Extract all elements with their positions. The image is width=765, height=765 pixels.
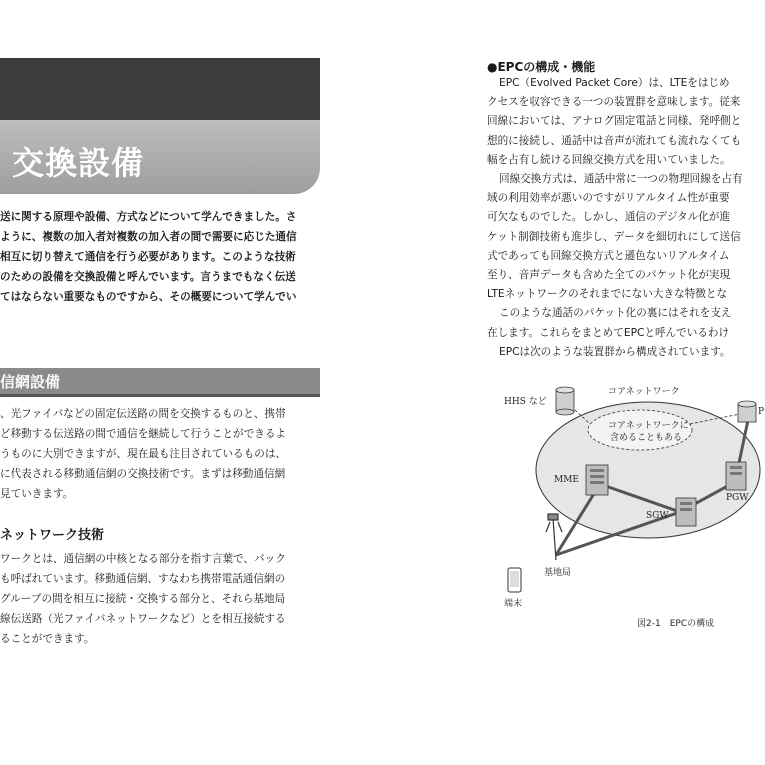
intro-line: ように、複数の加入者対複数の加入者の間で需要に応じた通信	[0, 231, 297, 243]
label-core-network: コアネットワーク	[608, 387, 680, 397]
section-heading-epc: ●EPCの構成・機能	[487, 60, 596, 74]
section-line: ど移動する伝送路の間で通信を継続して行うことができるよ	[0, 428, 287, 440]
epc-diagram-svg	[490, 372, 765, 634]
section-title: 信網設備	[0, 373, 61, 391]
body-line: LTEネットワークのそれまでにない大きな特徴とな	[487, 288, 728, 301]
chapter-title: 交換設備	[12, 144, 145, 182]
subsection-line: ることができます。	[0, 633, 95, 645]
subsection-paragraph	[0, 549, 286, 649]
body-line: 幅を占有し続ける回線交換方式を用いていました。	[487, 153, 731, 166]
phone-icon	[508, 568, 521, 592]
intro-line: てはならない重要なものですから、その概要について学んでい	[0, 291, 297, 303]
section-title-bar	[0, 368, 320, 397]
epc-body-paragraph	[487, 74, 743, 362]
section-line: 見ていきます。	[0, 488, 74, 500]
section-paragraph	[0, 404, 286, 504]
chapter-title-box	[0, 120, 320, 194]
server-icon	[586, 465, 608, 495]
server-icon	[676, 498, 696, 526]
section-line: 、光ファイバなどの固定伝送路の間を交換するものと、携帯	[0, 408, 286, 420]
body-line: EPC（Evolved Packet Core）は、LTEをはじめ	[499, 77, 730, 89]
intro-paragraph	[0, 207, 297, 307]
section-line: に代表される移動通信網の交換技術です。まずは移動通信網	[0, 468, 286, 480]
label-terminal: 端末	[504, 599, 523, 609]
label-sgw: SGW	[646, 511, 669, 521]
body-line: 域の利用効率が悪いのですがリアルタイム性が重要	[487, 192, 730, 205]
body-line: EPCは次のような装置群から構成されています。	[499, 345, 731, 358]
body-line: 可欠なものでした。しかし、通信のデジタル化が進	[487, 211, 731, 224]
label-hhs: HHS など	[504, 397, 547, 407]
database-icon	[556, 387, 574, 415]
label-cut: P	[758, 407, 765, 417]
body-line: 回線交換方式は、通話中常に一つの物理回線を占有	[499, 173, 743, 186]
subsection-line: も呼ばれています。移動通信網、すなわち携帯電話通信網の	[0, 573, 286, 585]
label-mme: MME	[554, 475, 580, 485]
subsection-line: グループの間を相互に接続・交換する部分と、それら基地局	[0, 593, 286, 605]
server-icon	[726, 462, 746, 490]
subsection-line: 線伝送路（光ファイバネットワークなど）とを相互接続する	[0, 613, 286, 625]
body-line: このような通話のパケット化の裏にはそれを支え	[499, 307, 732, 320]
label-note-line2: 含めることもある	[610, 433, 683, 443]
intro-line: 送に関する原理や設備、方式などについて学んできました。さ	[0, 211, 297, 223]
chapter-header-bar	[0, 58, 320, 120]
epc-diagram	[490, 372, 765, 634]
label-pgw: PGW	[726, 493, 749, 503]
body-line: ケット制御技術も進歩し、データを細切れにして送信	[487, 230, 741, 243]
intro-line: のための設備を交換設備と呼んでいます。言うまでもなく伝送	[0, 271, 296, 283]
body-line: 至り、音声データも含めた全てのパケット化が実現	[487, 269, 731, 282]
section-line: うものに大別できますが、現在最も注目されているものは、	[0, 448, 287, 460]
body-line: 在します。これらをまとめてEPCと呼んでいるわけ	[487, 326, 730, 339]
intro-line: 相互に切り替えて通信を行う必要があります。このような技術	[0, 251, 296, 263]
body-line: 回線においては、アナログ固定電話と同様、発呼側と	[487, 115, 742, 128]
figure-caption: 図2-1 EPCの構成	[637, 619, 715, 629]
subsection-title: ネットワーク技術	[0, 528, 105, 543]
body-line: 想的に接続し、通話中は音声が流れても流れなくても	[487, 134, 742, 147]
body-line: 式であっても回線交換方式と遜色ないリアルタイム	[487, 249, 730, 262]
label-base-station: 基地局	[544, 568, 572, 578]
label-note-line1: コアネットワークに	[608, 421, 689, 431]
subsection-line: ワークとは、通信網の中核となる部分を指す言葉で、バック	[0, 553, 286, 565]
database-icon	[738, 401, 756, 422]
body-line: クセスを収容できる一つの装置群を意味します。従来	[487, 96, 741, 109]
